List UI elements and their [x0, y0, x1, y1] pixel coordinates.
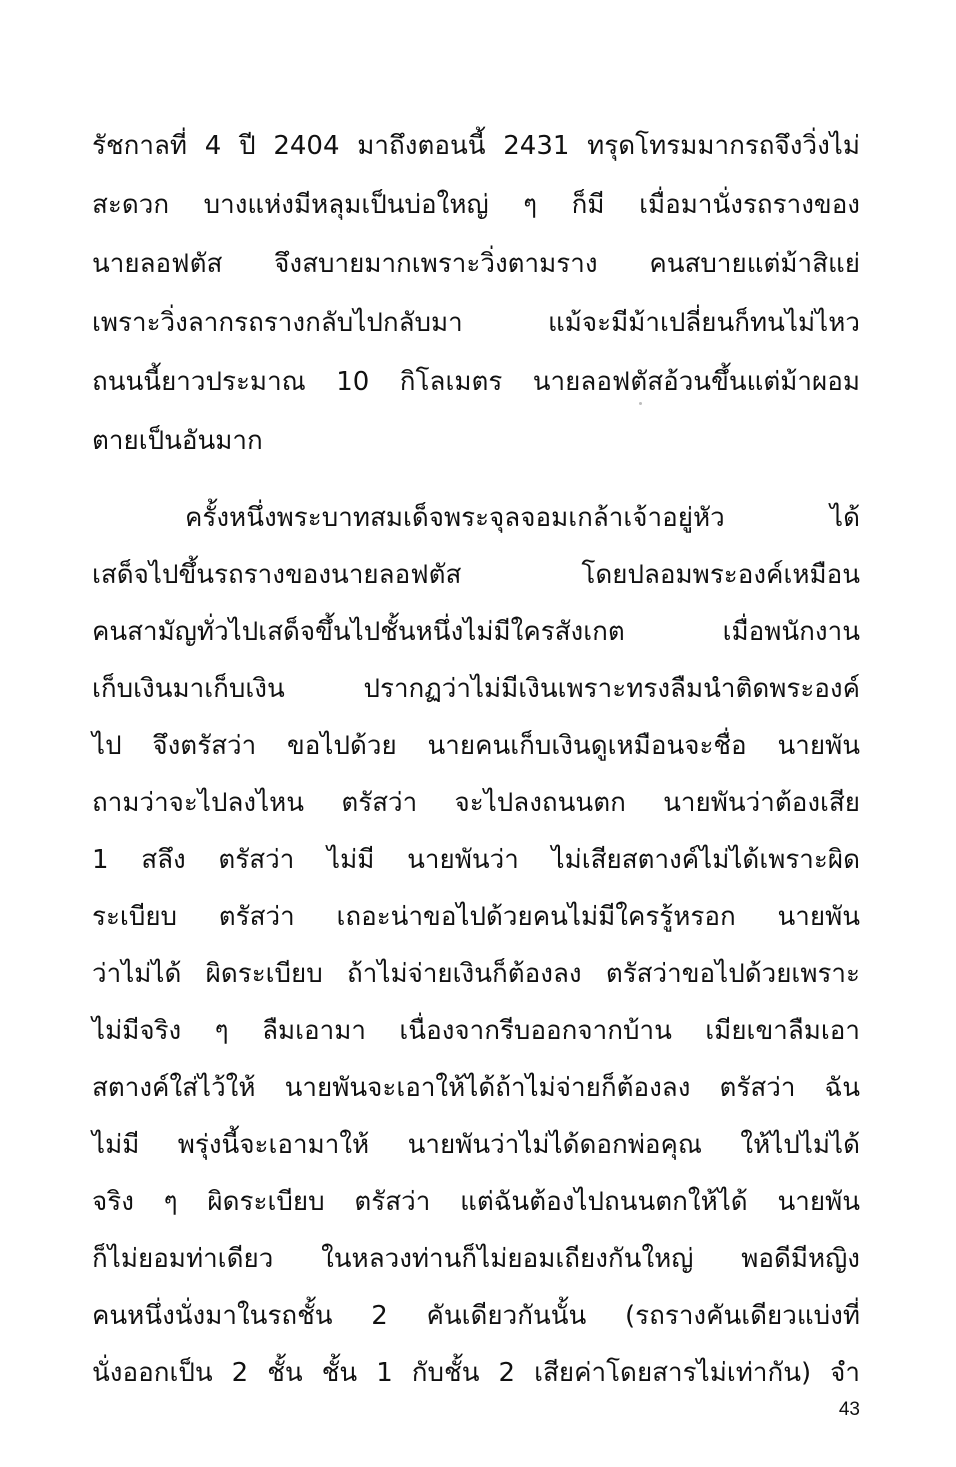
scan-speck [639, 402, 642, 405]
paragraph-2-line-16: นั่งออกเป็น 2 ชั้น ชั้น 1 กับชั้น 2 เสียค่าโดยสารไม่เท่ากัน) จำ [92, 1358, 860, 1388]
paragraph-2-line-6: ถามว่าจะไปลงไหน ตรัสว่า จะไปลงถนนตก นายพันว่าต้องเสีย [92, 788, 860, 818]
paragraph-2-line-10: ไม่มีจริง ๆ ลืมเอามา เนื่องจากรีบออกจากบ้าน เมียเขาลืมเอา [92, 1016, 860, 1046]
paragraph-2-line-11: สตางค์ใส่ไว้ให้ นายพันจะเอาให้ได้ถ้าไม่จ่ายก็ต้องลง ตรัสว่า ฉัน [92, 1073, 860, 1103]
paragraph-1-line-5: ถนนนี้ยาวประมาณ 10 กิโลเมตร นายลอฟตัสอ้วนขึ้นแต่ม้าผอม [92, 367, 860, 397]
paragraph-1-line-3: นายลอฟตัส จึงสบายมากเพราะวิ่งตามราง คนสบายแต่ม้าสิแย่ [92, 249, 860, 279]
paragraph-2-line-14: ก็ไม่ยอมท่าเดียว ในหลวงท่านก็ไม่ยอมเถียงกันใหญ่ พอดีมีหญิง [92, 1244, 860, 1274]
paragraph-2-line-9: ว่าไม่ได้ ผิดระเบียบ ถ้าไม่จ่ายเงินก็ต้องลง ตรัสว่าขอไปด้วยเพราะ [92, 959, 860, 989]
paragraph-1-line-1: รัชกาลที่ 4 ปี 2404 มาถึงตอนนี้ 2431 ทรุดโทรมมากรถจึงวิ่งไม่ [92, 131, 860, 161]
paragraph-2-line-13: จริง ๆ ผิดระเบียบ ตรัสว่า แต่ฉันต้องไปถนนตกให้ได้ นายพัน [92, 1187, 860, 1217]
paragraph-2-line-7: 1 สลึง ตรัสว่า ไม่มี นายพันว่า ไม่เสียสตางค์ไม่ได้เพราะผิด [92, 845, 860, 875]
paragraph-2-line-1: ครั้งหนึ่งพระบาทสมเด็จพระจุลจอมเกล้าเจ้าอยู่หัว ได้ [185, 503, 860, 533]
paragraph-1-line-2: สะดวก บางแห่งมีหลุมเป็นบ่อใหญ่ ๆ ก็มี เมื่อมานั่งรถรางของ [92, 190, 860, 220]
paragraph-2-line-2: เสด็จไปขึ้นรถรางของนายลอฟตัส โดยปลอมพระองค์เหมือน [92, 560, 860, 590]
paragraph-2-line-5: ไป จึงตรัสว่า ขอไปด้วย นายคนเก็บเงินดูเหมือนจะชื่อ นายพัน [92, 731, 860, 761]
paragraph-1-line-6: ตายเป็นอันมาก [92, 426, 263, 456]
paragraph-1-line-4: เพราะวิ่งลากรถรางกลับไปกลับมา แม้จะมีม้าเปลี่ยนก็ทนไม่ไหว [92, 308, 860, 338]
paragraph-2-line-15: คนหนึ่งนั่งมาในรถชั้น 2 คันเดียวกันนั้น (รถรางคันเดียวแบ่งที่ [92, 1301, 860, 1331]
paragraph-2-line-12: ไม่มี พรุ่งนี้จะเอามาให้ นายพันว่าไม่ได้ดอกพ่อคุณ ให้ไปไม่ได้ [92, 1130, 860, 1160]
paragraph-2-line-4: เก็บเงินมาเก็บเงิน ปรากฏว่าไม่มีเงินเพราะทรงลืมนำติดพระองค์ [92, 674, 860, 704]
paragraph-2-line-8: ระเบียบ ตรัสว่า เถอะน่าขอไปด้วยคนไม่มีใครรู้หรอก นายพัน [92, 902, 860, 932]
page-number: 43 [838, 1399, 860, 1420]
paragraph-2-line-3: คนสามัญทั่วไปเสด็จขึ้นไปชั้นหนึ่งไม่มีใครสังเกต เมื่อพนักงาน [92, 617, 860, 647]
